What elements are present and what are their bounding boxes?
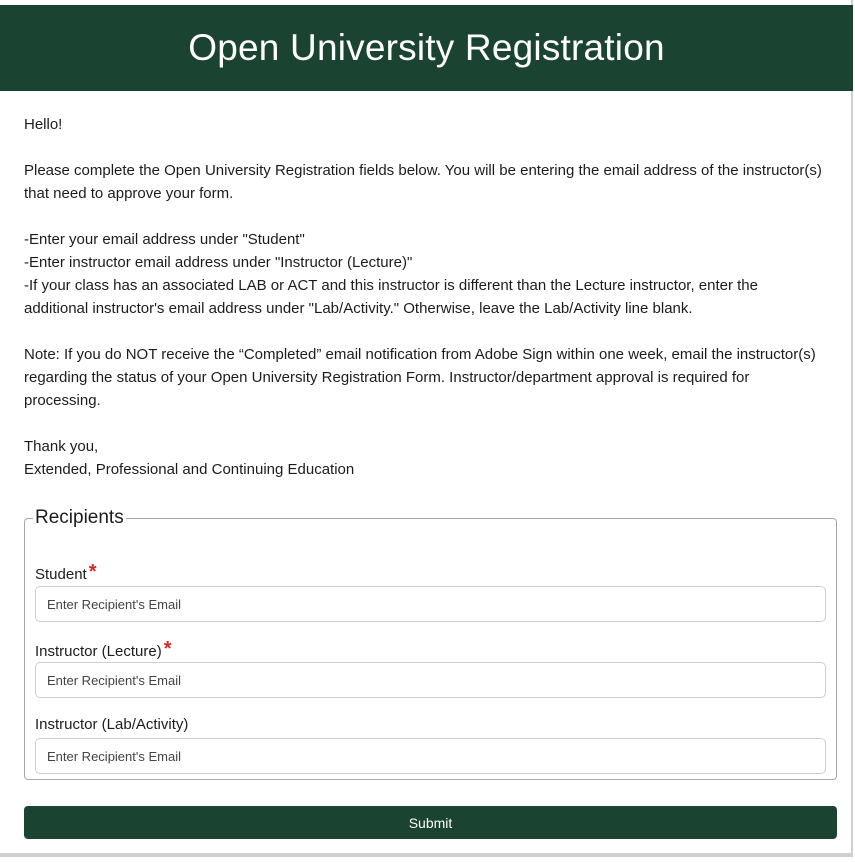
greeting-text: Hello!	[24, 116, 63, 133]
student-email-input[interactable]	[35, 586, 826, 622]
instruction-lab: -If your class has an associated LAB or ACT and this instructor is different than the Lecture instructor, enter the additional instructor's email address under "Lab/Activity." Otherwise, leave the Lab/Activity line blank.	[24, 277, 758, 317]
instructions-paragraph: Please complete the Open University Registration fields below. You will be entering the email address of the instructor(s) that need to approve your form.	[24, 162, 822, 202]
lab-instructor-label	[35, 716, 188, 733]
page-title: Open University Registration	[188, 27, 665, 68]
thanks-text: Thank you,	[24, 438, 99, 455]
lecture-instructor-label	[35, 639, 172, 662]
page-header	[0, 5, 853, 91]
lecture-instructor-label-text: Instructor (Lecture)	[35, 643, 162, 660]
required-asterisk-icon: *	[88, 561, 97, 583]
student-label	[35, 562, 97, 585]
intro-text	[24, 113, 824, 481]
submit-button[interactable]: Submit	[24, 806, 837, 839]
instruction-lecture: -Enter instructor email address under "Instructor (Lecture)"	[24, 254, 413, 271]
recipients-legend: Recipients	[35, 507, 124, 528]
lecture-instructor-email-input[interactable]	[35, 662, 826, 698]
student-label-text: Student	[35, 566, 87, 583]
instruction-student: -Enter your email address under "Student"	[24, 231, 305, 248]
required-asterisk-icon: *	[163, 638, 172, 660]
recipients-fieldset	[24, 507, 837, 780]
lab-instructor-email-input[interactable]	[35, 738, 826, 774]
lab-instructor-label-text: Instructor (Lab/Activity)	[35, 716, 189, 733]
signature-text: Extended, Professional and Continuing Education	[24, 461, 355, 478]
note-paragraph: Note: If you do NOT receive the “Completed” email notification from Adobe Sign within one week, email the instructor(s) regarding the status of your Open University Registration Form. Instructor/department approval is required for processing.	[24, 346, 816, 409]
